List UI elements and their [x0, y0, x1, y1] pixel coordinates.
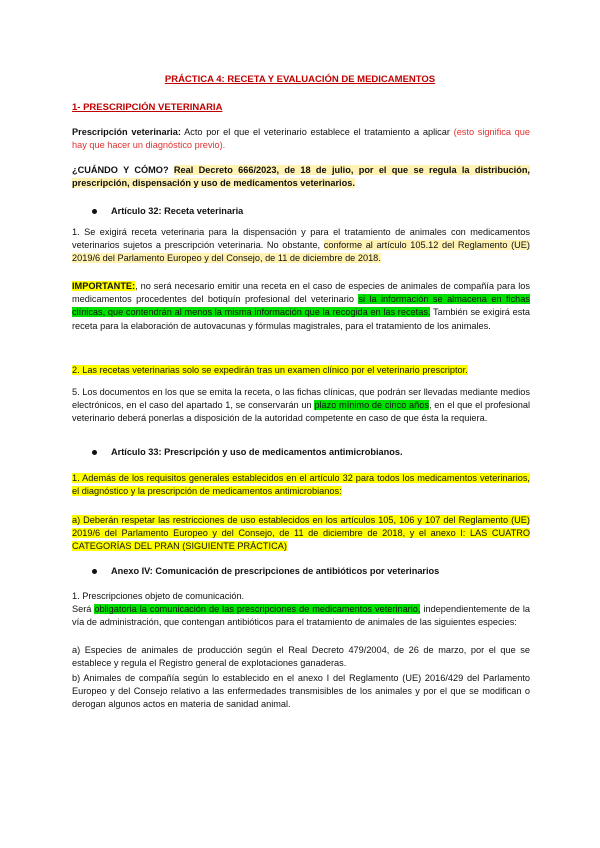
paragraph-art33-1 [72, 472, 530, 498]
term-prescripcion: Prescripción veterinaria: [72, 127, 181, 137]
bullet-label: Anexo IV: Comunicación de prescripciones de antibióticos por veterinarios [111, 566, 440, 576]
paragraph-item-5 [72, 386, 530, 426]
paragraph-anexo-a [72, 644, 530, 670]
green-highlight: obligatoria la comunicación de las prescripciones de medicamentos veterinario, [94, 604, 421, 614]
red-note: (esto significa que hay que hacer un diagnóstico previo). [72, 127, 530, 151]
bullet-rest: : Prescripción y uso de medicamentos antimicrobianos. [158, 447, 403, 457]
section-heading: 1- PRESCRIPCIÓN VETERINARIA [72, 102, 223, 113]
paragraph-importante [72, 280, 530, 333]
green-highlight: plazo mínimo de cinco años [314, 400, 429, 411]
text: También se exigirá esta receta para la elaboración de autovacunas y fórmulas magistrales, para el tratamiento de los animales. [72, 307, 530, 331]
text: 5. Los documentos en los que se emita la receta, o las fichas clínicas, que podrán ser llevadas mediante medios electrónicos, en el caso del apartado 1, se conservarán un [72, 387, 530, 411]
paragraph-anexo-1 [72, 590, 530, 603]
paragraph-art32-1 [72, 226, 530, 266]
paragraph-art33-a [72, 514, 530, 554]
bullet-dot-icon [92, 569, 97, 574]
importante-label: IMPORTANTE: [72, 281, 136, 291]
green-highlight: si la información se almacena en fichas clínicas, que contendrán al menos la misma información que la recogida en las recetas. [72, 294, 530, 318]
text: Será [72, 604, 95, 614]
paragraph-cuando [72, 164, 530, 190]
page-title: PRÁCTICA 4: RECETA Y EVALUACIÓN DE MEDICAMENTOS [164, 74, 436, 85]
text: b) Animales de compañía según lo establecido en el anexo I del Reglamento (UE) 2016/429 del Parlamento Europeo y del Consejo relativo a las enfermedades transmisibles de los animales y por el que se modifican o derogan algunos actos en materia de sanidad animal. [72, 673, 530, 710]
bullet-label: Artículo 32 [111, 206, 159, 216]
item2-highlight: 2. Las recetas veterinarias solo se expedirán tras un examen clínico por el veterinario prescriptor. [72, 365, 468, 375]
bullet-rest: : Receta veterinaria [158, 206, 244, 216]
paragraph-anexo-sera [72, 603, 530, 629]
bullet-label: Artículo 33 [111, 447, 159, 457]
text: a) Especies de animales de producción según el Real Decreto 479/2004, de 26 de marzo, por el que se establece y regula el Registro general de explotaciones ganaderas. [72, 645, 530, 669]
regulation-highlight: conforme al artículo 105.12 del Reglamento (UE) 2019/6 del Parlamento Europeo y del Consejo, de 11 de diciembre de 2018. [72, 240, 530, 264]
text: Acto por el que el veterinario establece el tratamiento a aplicar [180, 127, 454, 137]
text: 1. Prescripciones objeto de comunicación. [72, 591, 245, 601]
text: , en el que el profesional veterinario deberá ponerlas a disposición de la autoridad competente en caso de que ésta la requiera. [72, 400, 530, 424]
text: independientemente de la vía de administración, que contengan antibióticos para el tratamiento de animales de las siguientes especies: [72, 604, 530, 628]
decree-highlight: Real Decreto 666/2023, de 18 de julio, por el que se regula la distribución, prescripción, dispensación y uso de medicamentos veterinarios. [72, 165, 530, 189]
bullet-articulo-33 [92, 447, 403, 457]
bullet-articulo-32 [92, 206, 243, 216]
bullet-anexo-iv [92, 566, 439, 576]
art33-highlight: 1. Además de los requisitos generales establecidos en el artículo 32 para todos los medicamentos veterinarios, el diagnóstico y la prescripción de medicamentos antimicrobianos: [72, 473, 530, 497]
bullet-dot-icon [92, 209, 97, 214]
text: , no será necesario emitir una receta en el caso de especies de animales de compañía para los medicamentos procedentes del botiquín profesional del veterinario [72, 281, 530, 305]
question: ¿CUÁNDO Y CÓMO? [72, 165, 169, 175]
bullet-dot-icon [92, 450, 97, 455]
paragraph-prescripcion [72, 126, 530, 152]
art33a-highlight: a) Deberán respetar las restricciones de uso establecidos en los artículos 105, 106 y 107 del Reglamento (UE) 2019/6 del Parlamento Europeo y del Consejo, de 11 de diciembre de 2018, y el anexo I: LAS CUATRO CATEGORÍAS DEL PRAN (SIGUIENTE PRÁCTICA) [72, 515, 530, 552]
paragraph-anexo-b [72, 672, 530, 712]
text: 1. Se exigirá receta veterinaria para la dispensación y para el tratamiento de animales con medicamentos veterinarios sujetos a prescripción veterinaria. No obstante, [72, 227, 530, 251]
paragraph-item-2 [72, 364, 530, 377]
